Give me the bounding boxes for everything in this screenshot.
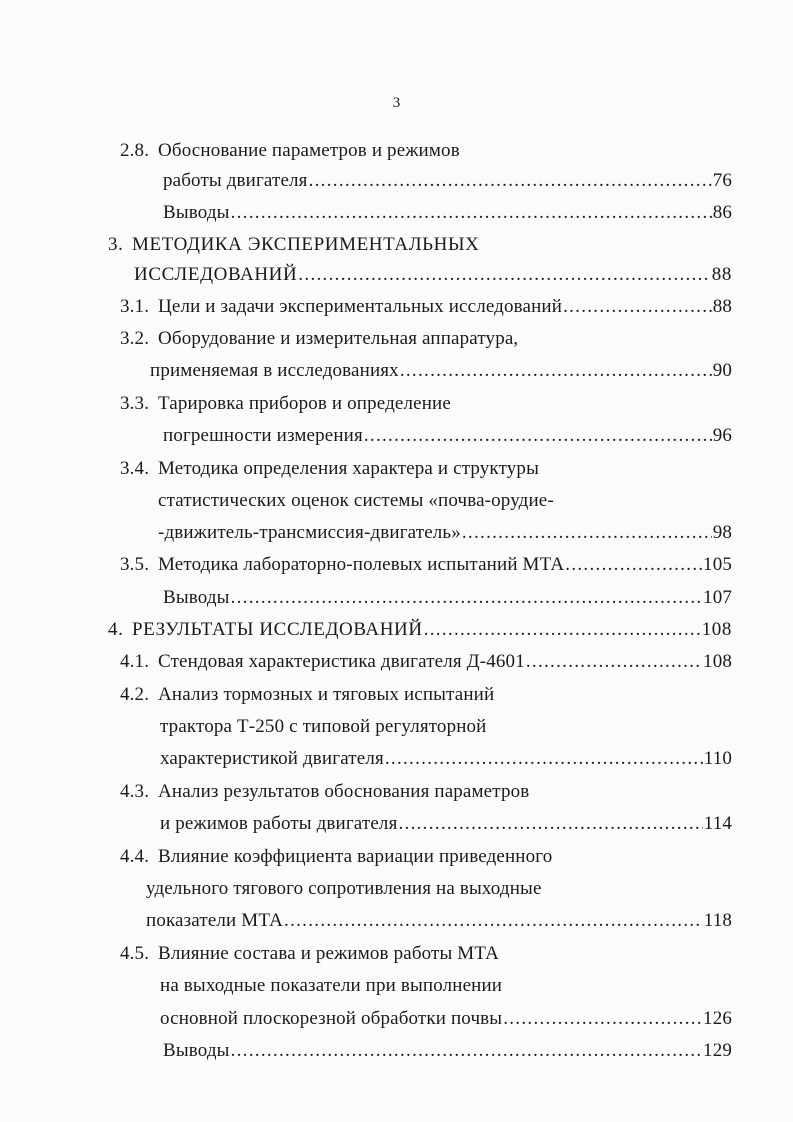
toc-entry-4-2-cont1 xyxy=(160,712,487,742)
toc-leader-dots xyxy=(231,583,702,613)
toc-entry-page: 118 xyxy=(703,910,732,931)
toc-entry-4-2-cont2 xyxy=(160,744,732,774)
toc-entry-number: 4.1. xyxy=(120,651,150,672)
toc-entry-page: 96 xyxy=(712,425,732,446)
toc-entry-title: -движитель-трансмиссия-двигатель» xyxy=(158,522,461,543)
toc-entry-title: показатели МТА xyxy=(146,910,284,931)
toc-entry-4-3 xyxy=(120,777,529,807)
toc-entry-title: Методика определения характера и структуры xyxy=(158,458,539,479)
toc-entry-title: Цели и задачи экспериментальных исследований xyxy=(158,296,563,317)
toc-entry-title: на выходные показатели при выполнении xyxy=(160,975,503,996)
toc-entry-3-2-cont xyxy=(150,356,732,386)
toc-entry-4-4-cont2 xyxy=(146,906,732,936)
toc-entry-title: Оборудование и измерительная аппаратура, xyxy=(158,328,519,349)
toc-entry-2-8 xyxy=(120,136,460,166)
toc-entry-number: 3.4. xyxy=(120,458,150,479)
toc-entry-number: 4.2. xyxy=(120,684,150,705)
toc-leader-dots xyxy=(563,292,712,322)
toc-entry-title: Выводы xyxy=(163,1040,230,1061)
toc-entry-4-conclusions xyxy=(163,1036,732,1066)
toc-entry-number: 4.3. xyxy=(120,781,150,802)
page-number: 3 xyxy=(392,95,401,111)
toc-entry-title: погрешности измерения xyxy=(163,425,363,446)
toc-entry-title: МЕТОДИКА ЭКСПЕРИМЕНТАЛЬНЫХ xyxy=(132,234,480,255)
toc-entry-title: Влияние состава и режимов работы МТА xyxy=(158,943,500,964)
toc-entry-number: 3.3. xyxy=(120,393,150,414)
toc-entry-title: ИССЛЕДОВАНИЙ xyxy=(134,264,298,285)
toc-entry-2-conclusions xyxy=(163,198,732,228)
toc-leader-dots xyxy=(231,1036,702,1066)
toc-leader-dots xyxy=(284,906,703,936)
toc-entry-title: удельного тягового сопротивления на выходные xyxy=(146,878,542,899)
toc-leader-dots xyxy=(503,1004,702,1034)
toc-leader-dots xyxy=(526,647,702,677)
toc-leader-dots xyxy=(364,421,712,451)
toc-chapter-3 xyxy=(108,230,480,260)
toc-entry-page: 105 xyxy=(703,554,732,575)
toc-entry-title: Стендовая характеристика двигателя Д-4601 xyxy=(158,651,525,672)
toc-leader-dots xyxy=(231,198,712,228)
toc-entry-page: 76 xyxy=(712,170,732,191)
toc-entry-title: Методика лабораторно-полевых испытаний МТА xyxy=(158,554,565,575)
toc-entry-number: 3.5. xyxy=(120,554,150,575)
toc-entry-4-5 xyxy=(120,939,499,969)
toc-chapter-4 xyxy=(108,615,732,645)
toc-entry-number: 2.8. xyxy=(120,140,150,161)
toc-entry-number: 4. xyxy=(108,619,124,640)
toc-leader-dots xyxy=(309,166,712,196)
toc-entry-page: 126 xyxy=(703,1008,732,1029)
toc-leader-dots xyxy=(424,615,701,645)
toc-entry-title: Анализ результатов обоснования параметров xyxy=(158,781,530,802)
toc-entry-3-5 xyxy=(120,550,732,580)
toc-entry-3-4-cont2 xyxy=(158,518,732,548)
toc-entry-3-3-cont xyxy=(163,421,732,451)
toc-entry-title: Выводы xyxy=(163,587,230,608)
toc-entry-title: Влияние коэффициента вариации приведенного xyxy=(158,846,553,867)
toc-entry-3-3 xyxy=(120,389,451,419)
toc-entry-title: Тарировка приборов и определение xyxy=(158,393,451,414)
toc-entry-4-3-cont xyxy=(160,809,732,839)
toc-entry-page: 129 xyxy=(703,1040,732,1061)
toc-entry-3-conclusions xyxy=(163,583,732,613)
toc-entry-page: 98 xyxy=(712,522,732,543)
toc-entry-title: и режимов работы двигателя xyxy=(160,813,398,834)
toc-entry-4-2 xyxy=(120,680,494,710)
toc-entry-title: статистических оценок системы «почва-орудие- xyxy=(158,490,554,511)
toc-entry-page: 88 xyxy=(712,296,732,317)
toc-entry-page: 114 xyxy=(703,813,732,834)
toc-entry-title: Выводы xyxy=(163,202,230,223)
toc-entry-title: Анализ тормозных и тяговых испытаний xyxy=(158,684,495,705)
toc-entry-page: 90 xyxy=(712,360,732,381)
toc-entry-4-1 xyxy=(120,647,732,677)
toc-entry-number: 4.4. xyxy=(120,846,150,867)
toc-entry-4-4 xyxy=(120,842,552,872)
toc-entry-3-2 xyxy=(120,324,518,354)
toc-entry-4-4-cont1 xyxy=(146,874,542,904)
toc-entry-title: работы двигателя xyxy=(163,170,308,191)
toc-entry-page: 108 xyxy=(703,651,732,672)
toc-entry-number: 3.1. xyxy=(120,296,150,317)
toc-entry-title: трактора Т-250 с типовой регуляторной xyxy=(160,716,487,737)
toc-entry-number: 3. xyxy=(108,234,124,255)
toc-leader-dots xyxy=(385,744,703,774)
toc-entry-4-5-cont2 xyxy=(160,1004,732,1034)
toc-entry-title: применяемая в исследованиях xyxy=(150,360,399,381)
toc-leader-dots xyxy=(462,518,712,548)
toc-entry-page: 86 xyxy=(712,202,732,223)
toc-chapter-3-cont xyxy=(134,260,732,290)
toc-entry-title: РЕЗУЛЬТАТЫ ИССЛЕДОВАНИЙ xyxy=(132,619,423,640)
toc-leader-dots xyxy=(400,356,712,386)
toc-entry-page: 108 xyxy=(701,619,732,640)
toc-entry-number: 3.2. xyxy=(120,328,150,349)
toc-entry-3-4-cont1 xyxy=(158,486,554,516)
toc-entry-page: 107 xyxy=(703,587,732,608)
toc-entry-title: характеристикой двигателя xyxy=(160,748,384,769)
toc-entry-4-5-cont1 xyxy=(160,971,502,1001)
toc-entry-title: основной плоскорезной обработки почвы xyxy=(160,1008,503,1029)
toc-leader-dots xyxy=(565,550,702,580)
toc-entry-2-8-cont xyxy=(163,166,732,196)
toc-entry-title: Обоснование параметров и режимов xyxy=(158,140,460,161)
toc-entry-3-4 xyxy=(120,454,539,484)
toc-entry-number: 4.5. xyxy=(120,943,150,964)
toc-entry-page: 110 xyxy=(703,748,732,769)
toc-leader-dots xyxy=(398,809,702,839)
toc-entry-page: 88 xyxy=(711,264,732,285)
toc-entry-3-1 xyxy=(120,292,732,322)
toc-leader-dots xyxy=(298,260,710,290)
